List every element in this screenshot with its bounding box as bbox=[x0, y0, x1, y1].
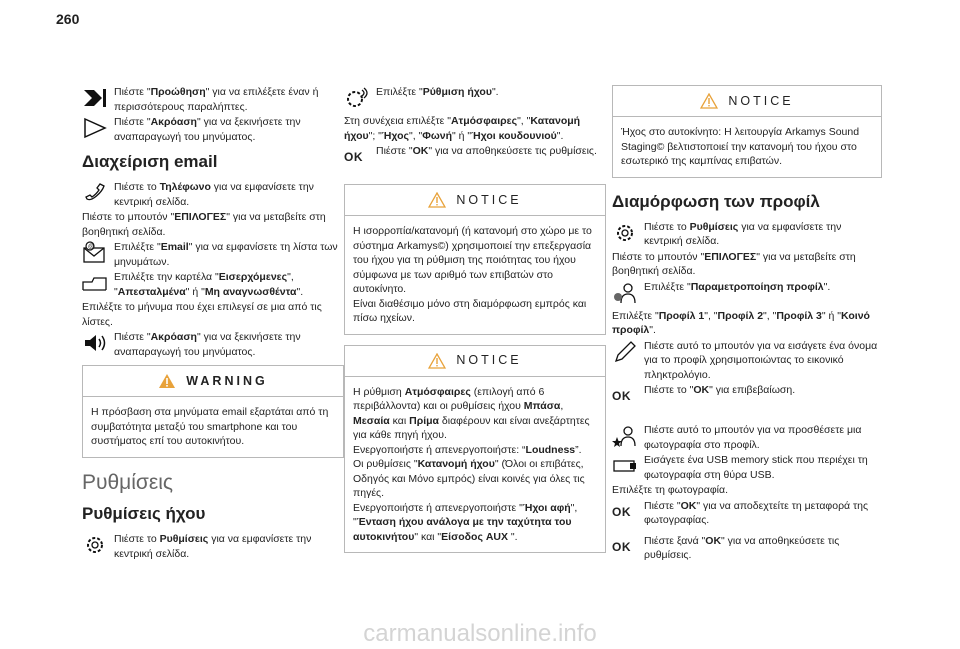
photo-step: Πιέστε αυτό το μπουτόν για να προσθέσετε μια φωτογραφία στο προφίλ. bbox=[612, 423, 882, 452]
then-select-text: Στη συνέχεια επιλέξτε "Ατμόσφαιρες", "Κατανομή ήχου"; "Ήχος", "Φωνή" ή "Ήχοι κουδουνιού". bbox=[344, 115, 581, 142]
usb-step: Εισάγετε ένα USB memory stick που περιέχει τη φωτογραφία στη θύρα USB. bbox=[612, 453, 882, 482]
notice-label: NOTICE bbox=[456, 192, 522, 207]
usb-icon bbox=[612, 453, 644, 481]
pencil-icon bbox=[612, 339, 644, 367]
ok-confirm-step: OK Πιέστε το "OK" για επιβεβαίωση. bbox=[612, 383, 882, 417]
sound-settings-title: Ρυθμίσεις ήχου bbox=[82, 504, 206, 523]
listen-step-2: Πιέστε "Ακρόαση" για να ξεκινήσετε την αναπαραγωγή του μηνύματος. bbox=[82, 330, 344, 359]
forward-arrow-icon bbox=[82, 85, 114, 113]
notice-icon bbox=[428, 192, 446, 208]
options-step: Πιέστε το μπουτόν "ΕΠΙΛΟΓΕΣ" για να μεταβείτε στη βοηθητική σελίδα. bbox=[82, 211, 326, 238]
profiles-title: Διαμόρφωση των προφίλ bbox=[612, 191, 820, 211]
play-icon bbox=[82, 115, 114, 143]
settings-heading: Ρυθμίσεις bbox=[82, 470, 174, 494]
select-photo-text: Επιλέξτε τη φωτογραφία. bbox=[612, 484, 728, 496]
notice-box-2 bbox=[344, 345, 606, 554]
page-number: 260 bbox=[56, 11, 80, 27]
watermark: carmanualsonline.info bbox=[363, 620, 597, 647]
profile-settings-icon bbox=[612, 280, 644, 308]
notice-para-1: Η ρύθμιση Ατμόσφαιρες (επιλογή από 6 περιβάλλοντα) και οι ρυθμίσεις ήχου Μπάσα, Μεσαία και Πρίμα διαφέρουν και είναι ανεξάρτητες για κάθε πηγή ήχου. bbox=[353, 385, 590, 441]
svg-text:@: @ bbox=[88, 244, 95, 250]
notice-text-1b: Είναι διαθέσιμο μόνο στη διαμόρφωση εμπρός και πίσω ηχείων. bbox=[353, 297, 587, 324]
notice-icon bbox=[428, 353, 446, 369]
notice-label: NOTICE bbox=[456, 353, 522, 368]
settings-step: Πιέστε το Ρυθμίσεις για να εμφανίσετε την κεντρική σελίδα. bbox=[612, 220, 882, 249]
notice-icon bbox=[700, 93, 718, 109]
phone-icon bbox=[82, 180, 114, 208]
ok-save-step: OK Πιέστε ξανά "OK" για να αποθηκεύσετε τις ρυθμίσεις. bbox=[612, 534, 882, 568]
notice-para-4: Ενεργοποιήστε ή απενεργοποιήστε "Ήχοι αφή", "Ένταση ήχου ανάλογα με την ταχύτητα του αυτοκινήτου" και "Είσοδος AUX ". bbox=[353, 501, 578, 543]
options-step: Πιέστε το μπουτόν "ΕΠΙΛΟΓΕΣ" για να μεταβείτε στη βοηθητική σελίδα. bbox=[612, 250, 856, 277]
notice-text-1: Η ισορροπία/κατανομή (ή κατανομή στο χώρο με το σύστημα Arkamys©) χρησιμοποιεί την επεξεργασία του ήχου για τη ρύθμιση της ποιότητας του ήχου σύμφωνα με των αριθμό των επιβατών στο αυτοκίνητο. bbox=[353, 225, 592, 295]
sound-settings-step: Επιλέξτε "Ρύθμιση ήχου". bbox=[344, 85, 606, 113]
param-step: Επιλέξτε "Παραμετροποίηση προφίλ". bbox=[612, 280, 882, 308]
gear-icon bbox=[82, 532, 114, 560]
forward-step: Πιέστε "Προώθηση" για να επιλέξετε έναν ή περισσότερους παραλήπτες. bbox=[82, 85, 344, 114]
warning-icon bbox=[158, 373, 176, 389]
notice-label: NOTICE bbox=[728, 93, 794, 108]
settings-step: Πιέστε το Ρυθμίσεις για να εμφανίσετε την κεντρική σελίδα. bbox=[82, 532, 344, 561]
notice-para-2: Ενεργοποιήστε ή απενεργοποιήστε: “Loudness”. bbox=[353, 443, 582, 456]
name-step: Πιέστε αυτό το μπουτόν για να εισάγετε ένα όνομα για το προφίλ χρησιμοποιώντας το εικονικό πληκτρολόγιο. bbox=[612, 339, 882, 383]
gear-icon bbox=[612, 220, 644, 248]
column-3 bbox=[612, 85, 882, 569]
ok-accept-step: OK Πιέστε "OK" για να αποδεχτείτε τη μεταφορά της φωτογραφίας. bbox=[612, 499, 882, 533]
warning-text: Η πρόσβαση στα μηνύματα email εξαρτάται από τη συμβατότητα μεταξύ του smartphone και του συστήματος επί του αυτοκινήτου. bbox=[91, 406, 329, 447]
notice-box-1 bbox=[344, 184, 606, 335]
ok-button-icon: OK bbox=[344, 150, 363, 164]
ok-button-icon: OK bbox=[612, 389, 631, 403]
column-2 bbox=[344, 85, 606, 563]
ok-button-icon: OK bbox=[612, 539, 631, 554]
email-step: @ Επιλέξτε "Email" για να εμφανίσετε τη λίστα των μηνυμάτων. bbox=[82, 240, 344, 269]
ok-step: OK Πιέστε "OK" για να αποθηκεύσετε τις ρυθμίσεις. bbox=[344, 144, 606, 178]
tab-icon bbox=[82, 270, 114, 298]
email-icon bbox=[82, 240, 114, 268]
profile-photo-icon bbox=[612, 423, 644, 451]
column-1 bbox=[82, 85, 344, 562]
sound-settings-icon bbox=[344, 85, 376, 113]
ok-button-icon: OK bbox=[612, 504, 631, 519]
profiles-select-text: Επιλέξτε "Προφίλ 1", "Προφίλ 2", "Προφίλ 3" ή "Κοινό προφίλ". bbox=[612, 309, 870, 336]
notice-para-3: Οι ρυθμίσεις "Κατανομή ήχου" (Όλοι οι επιβάτες, Οδηγός και Μόνο εμπρός) είναι κοινές για όλες τις πηγές. bbox=[353, 458, 585, 499]
listen-step: Πιέστε "Ακρόαση" για να ξεκινήσετε την αναπαραγωγή του μηνύματος. bbox=[82, 115, 344, 144]
warning-box bbox=[82, 365, 344, 458]
notice-box-3 bbox=[612, 85, 882, 178]
notice-text-3: Ήχος στο αυτοκίνητο: Η λειτουργία Arkamys Sound Staging© βελτιστοποιεί την κατανομή του ήχου στο εσωτερικό της καμπίνας επιβατών. bbox=[621, 126, 860, 167]
speaker-icon bbox=[82, 330, 114, 358]
tab-step: Επιλέξτε την καρτέλα "Εισερχόμενες", "Απεσταλμένα" ή "Μη αναγνωσθέντα". bbox=[82, 270, 344, 299]
warning-label: WARNING bbox=[186, 373, 268, 388]
select-message-text: Επιλέξτε το μήνυμα που έχει επιλεγεί σε μια από τις λίστες. bbox=[82, 301, 322, 328]
email-section-title: Διαχείριση email bbox=[82, 152, 218, 171]
phone-step: Πιέστε το Τηλέφωνο για να εμφανίσετε την κεντρική σελίδα. bbox=[82, 180, 344, 209]
